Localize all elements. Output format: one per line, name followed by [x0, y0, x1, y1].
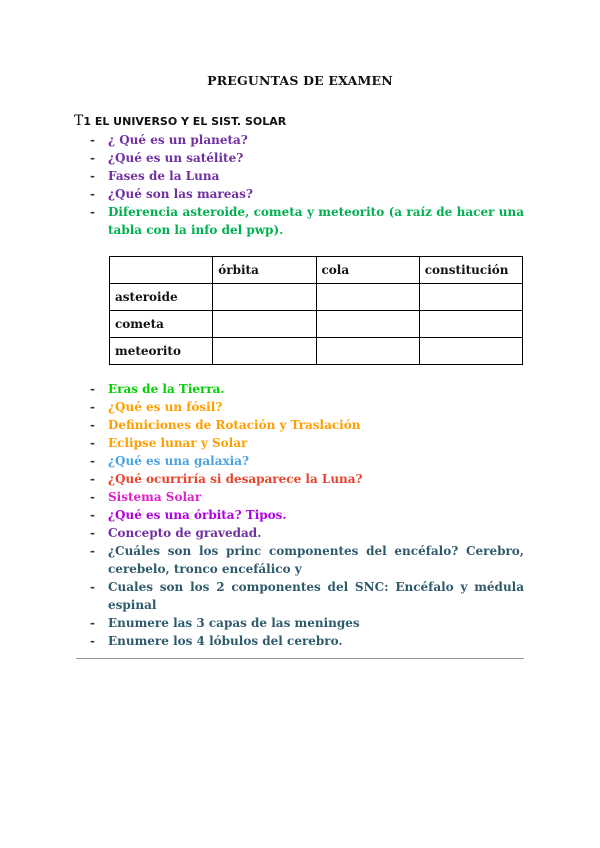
question-text: Sistema Solar — [108, 490, 202, 504]
question-list-top — [90, 131, 524, 239]
section-number: 1 — [83, 115, 91, 128]
section-label: EL UNIVERSO Y EL SIST. SOLAR — [91, 115, 287, 128]
question-text: ¿Qué es una galaxia? — [108, 454, 250, 468]
table-header-cell: cola — [316, 257, 419, 284]
table-cell — [316, 284, 419, 311]
bullet-dash: - — [90, 169, 95, 183]
question-item — [90, 380, 524, 398]
table-row — [110, 338, 523, 365]
question-text: ¿ Qué es un planeta? — [108, 133, 248, 147]
question-text: ¿Qué es un satélite? — [108, 151, 244, 165]
question-item — [90, 452, 524, 470]
table-cell — [316, 338, 419, 365]
table-cell — [419, 284, 522, 311]
question-text: Cuales son los 2 componentes del SNC: Encéfalo y médula espinal — [108, 580, 524, 612]
table-header-cell: órbita — [213, 257, 316, 284]
bullet-dash: - — [90, 580, 95, 594]
table-cell — [213, 284, 316, 311]
question-text: ¿Cuáles son los princ componentes del encéfalo? Cerebro, cerebelo, tronco encefálico y — [108, 544, 524, 576]
comparison-table — [109, 256, 523, 365]
table-row — [110, 284, 523, 311]
bullet-dash: - — [90, 205, 95, 219]
question-text: Enumere las 3 capas de las meninges — [108, 616, 360, 630]
table-header-row — [110, 257, 523, 284]
bullet-dash: - — [90, 400, 95, 414]
bullet-dash: - — [90, 454, 95, 468]
bullet-dash: - — [90, 436, 95, 450]
question-item — [90, 524, 524, 542]
question-text: ¿Qué es un fósil? — [108, 400, 223, 414]
bullet-dash: - — [90, 133, 95, 147]
table-header-cell — [110, 257, 213, 284]
bullet-dash: - — [90, 382, 95, 396]
question-item — [90, 203, 524, 239]
question-text: Fases de la Luna — [108, 169, 220, 183]
question-item — [90, 131, 524, 149]
bullet-dash: - — [90, 616, 95, 630]
table-cell: meteorito — [110, 338, 213, 365]
bullet-dash: - — [90, 151, 95, 165]
divider — [76, 658, 524, 659]
question-text: ¿Qué son las mareas? — [108, 187, 253, 201]
bullet-dash: - — [90, 544, 95, 558]
question-text: Definiciones de Rotación y Traslación — [108, 418, 361, 432]
question-item — [90, 578, 524, 614]
table-cell — [419, 311, 522, 338]
question-item — [90, 614, 524, 632]
question-item — [90, 470, 524, 488]
bullet-dash: - — [90, 508, 95, 522]
section-heading — [74, 113, 286, 129]
question-text: Diferencia asteroide, cometa y meteorito (a raíz de hacer una tabla con la info del pwp). — [108, 205, 524, 237]
question-text: Eras de la Tierra. — [108, 382, 225, 396]
table-cell — [316, 311, 419, 338]
question-item — [90, 149, 524, 167]
question-text: Concepto de gravedad. — [108, 526, 262, 540]
bullet-dash: - — [90, 472, 95, 486]
question-item — [90, 506, 524, 524]
question-item — [90, 167, 524, 185]
question-list-bottom — [90, 380, 524, 650]
bullet-dash: - — [90, 187, 95, 201]
question-item — [90, 632, 524, 650]
question-item — [90, 398, 524, 416]
bullet-dash: - — [90, 634, 95, 648]
question-text: Enumere los 4 lóbulos del cerebro. — [108, 634, 343, 648]
question-text: ¿Qué ocurriría si desaparece la Luna? — [108, 472, 363, 486]
question-text: Eclipse lunar y Solar — [108, 436, 248, 450]
question-item — [90, 185, 524, 203]
table-header-cell: constitución — [419, 257, 522, 284]
bullet-dash: - — [90, 490, 95, 504]
bullet-dash: - — [90, 526, 95, 540]
question-item — [90, 488, 524, 506]
section-prefix: T — [74, 113, 84, 129]
question-item — [90, 542, 524, 578]
question-item — [90, 434, 524, 452]
table-cell — [419, 338, 522, 365]
page-title: PREGUNTAS DE EXAMEN — [207, 73, 393, 88]
table-cell: asteroide — [110, 284, 213, 311]
table-cell — [213, 338, 316, 365]
bullet-dash: - — [90, 418, 95, 432]
table-row — [110, 311, 523, 338]
question-item — [90, 416, 524, 434]
table-cell — [213, 311, 316, 338]
question-text: ¿Qué es una órbita? Tipos. — [108, 508, 287, 522]
table-cell: cometa — [110, 311, 213, 338]
